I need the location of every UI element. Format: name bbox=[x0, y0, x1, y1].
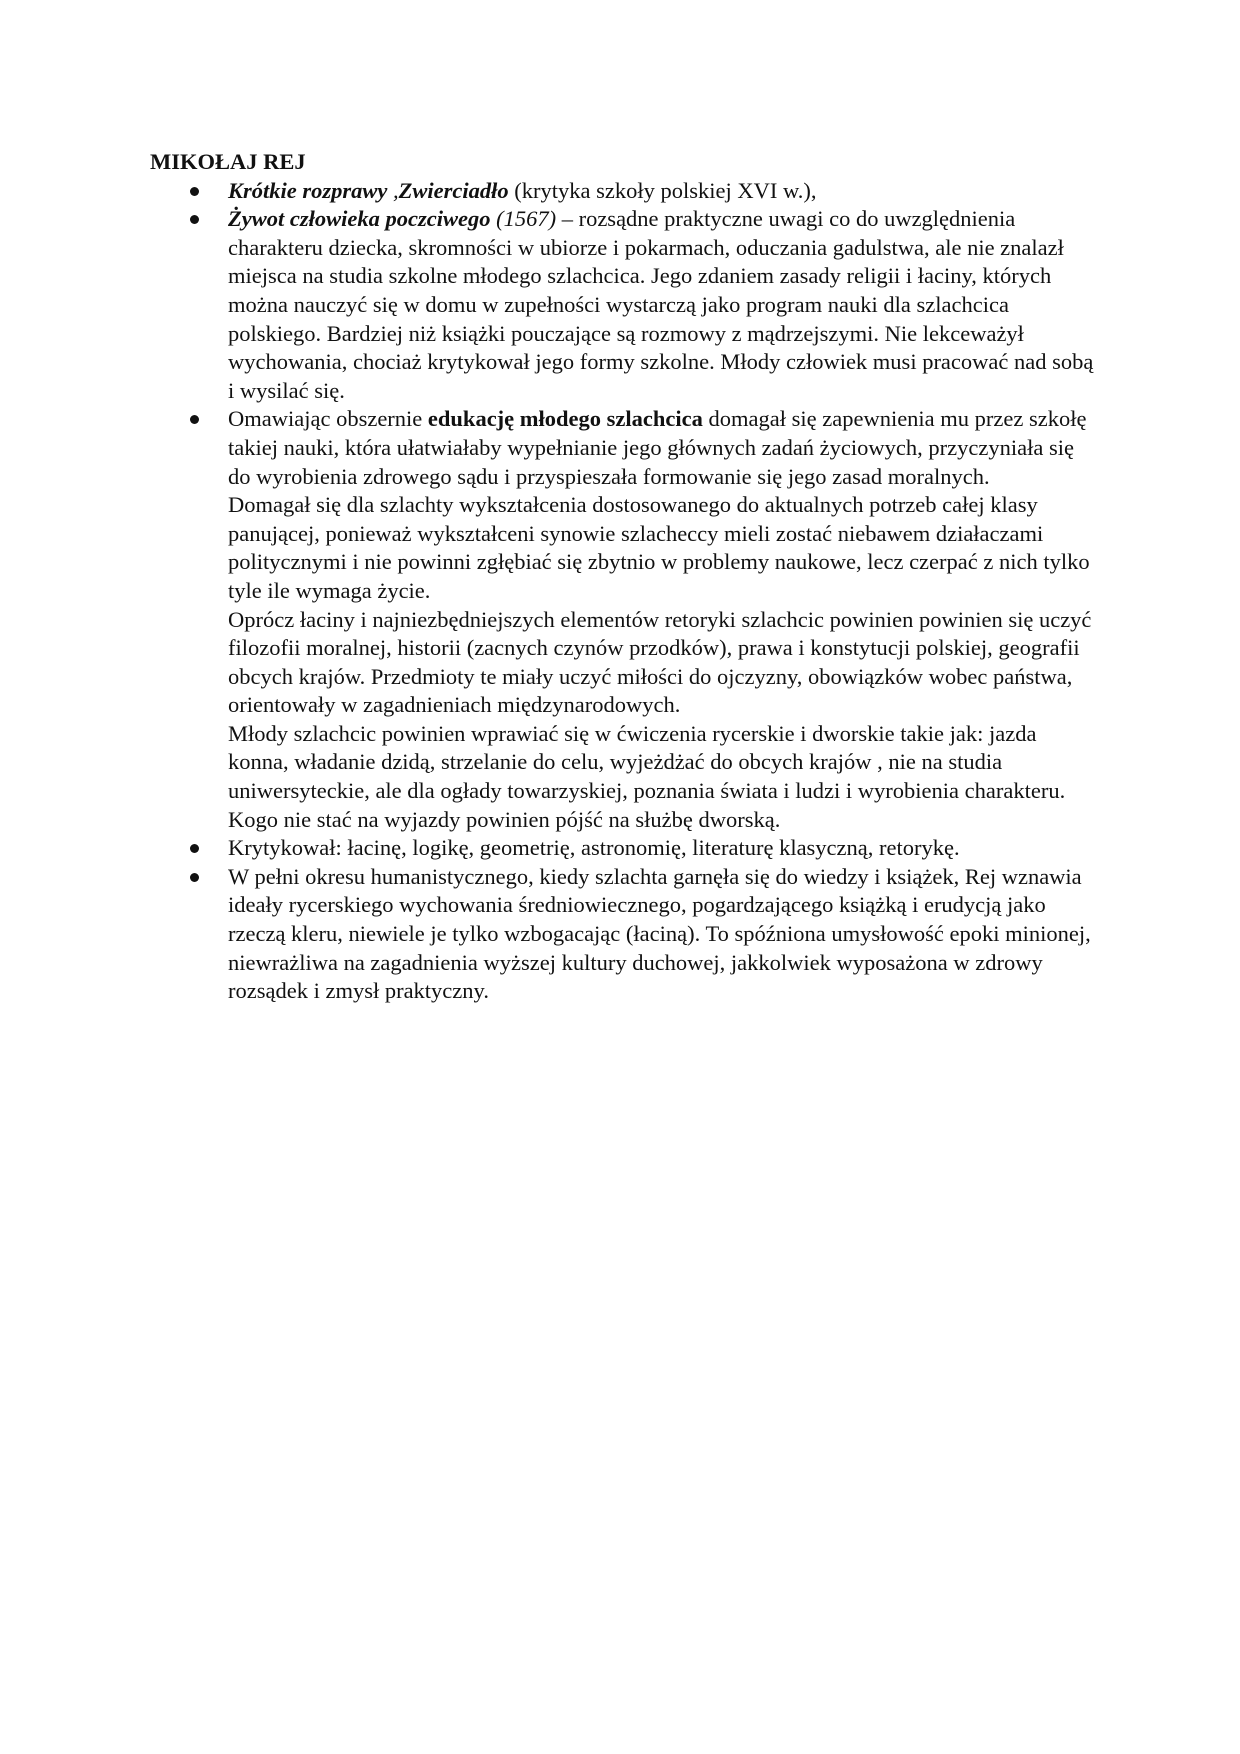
paragraph bbox=[228, 720, 1095, 834]
text-run: , bbox=[387, 177, 399, 203]
text-run: Zwierciadło bbox=[398, 177, 509, 203]
text-run: Omawiając obszernie bbox=[228, 406, 428, 432]
text-run: (1567) bbox=[490, 206, 557, 232]
text-run: (krytyka szkoły polskiej XVI w.), bbox=[508, 177, 817, 203]
paragraph bbox=[228, 491, 1095, 605]
text-run: Domagał się dla szlachty wykształcenia dostosowanego do aktualnych potrzeb całej klasy panującej, ponieważ wykształceni synowie szlacheccy mieli zostać niebawem działaczami politycznymi i nie powinni zgłębiać się zbytnio w problemy naukowe, lecz czerpać z nich tylko tyle ile wymaga życie. bbox=[228, 492, 1090, 603]
text-run: Krótkie rozprawy bbox=[228, 177, 388, 203]
bullet-icon bbox=[190, 187, 199, 196]
list-item bbox=[150, 834, 1095, 863]
bullet-icon bbox=[190, 873, 199, 882]
bullet-icon bbox=[190, 215, 199, 224]
list-item bbox=[150, 863, 1095, 1006]
bullet-icon bbox=[190, 844, 199, 853]
text-run: edukację młodego szlachcica bbox=[427, 406, 703, 432]
text-run: Krytykował: łacinę, logikę, geometrię, astronomię, literaturę klasyczną, retorykę. bbox=[228, 835, 960, 861]
text-run: Młody szlachcic powinien wprawiać się w ćwiczenia rycerskie i dworskie takie jak: jazda konna, władanie dzidą, strzelanie do celu, wyjeżdżać do obcych krajów , nie na studia uniwersyteckie, ale dla ogłady towarzyskiej, poznania świata i ludzi i wyrobienia charakteru. Kogo nie stać na wyjazdy powinien pójść na służbę dworską. bbox=[228, 720, 1066, 832]
paragraph bbox=[228, 405, 1095, 491]
text-run: W pełni okresu humanistycznego, kiedy szlachta garnęła się do wiedzy i książek, Rej wznawia ideały rycerskiego wychowania średniowiecznego, pogardzającego książką i erudycją jako rzeczą kleru, niewiele je tylko wzbogacając (łaciną). To spóźniona umysłowość epoki minionej, niewrażliwa na zagadnienia wyższej kultury duchowej, jakkolwiek wyposażona w zdrowy rozsądek i zmysł praktyczny. bbox=[228, 863, 1091, 1004]
paragraph bbox=[228, 834, 1095, 863]
list-item bbox=[150, 405, 1095, 834]
text-run: domagał się zapewnienia mu przez szkołę takiej nauki, która ułatwiałaby wypełnianie jego głównych zadań życiowych, przyczyniała się do wyrobienia zdrowego sądu i przyspieszała formowanie się jego zasad moralnych. bbox=[228, 406, 1087, 489]
bullet-icon bbox=[190, 415, 199, 424]
paragraph bbox=[228, 205, 1095, 405]
document-title: MIKOŁAJ REJ bbox=[150, 149, 306, 174]
text-run: Oprócz łaciny i najniezbędniejszych elementów retoryki szlachcic powinien powinien się uczyć filozofii moralnej, historii (zacnych czynów przodków), prawa i konstytucji polskiej, geografii obcych krajów. Przedmioty te miały uczyć miłości do ojczyzny, obowiązków wobec państwa, orientowały w zagadnieniach międzynarodowych. bbox=[228, 606, 1092, 718]
paragraph bbox=[228, 863, 1095, 1006]
list-item bbox=[150, 205, 1095, 405]
bullet-list bbox=[150, 177, 1095, 1006]
paragraph bbox=[228, 177, 1095, 206]
text-run: Żywot człowieka poczciwego bbox=[228, 206, 491, 232]
list-item bbox=[150, 177, 1095, 206]
paragraph bbox=[228, 606, 1095, 720]
document-page bbox=[150, 148, 1095, 1006]
text-run: – rozsądne praktyczne uwagi co do uwzględnienia charakteru dziecka, skromności w ubiorze i pokarmach, oduczania gadulstwa, ale nie znalazł miejsca na studia szkolne młodego szlachcica. Jego zdaniem zasady religii i łaciny, których można nauczyć się w domu w zupełności wystarczą jako program nauki dla szlachcica polskiego. Bardziej niż książki pouczające są rozmowy z mądrzejszymi. Nie lekceważył wychowania, chociaż krytykował jego formy szkolne. Młody człowiek musi pracować nad sobą i wysilać się. bbox=[228, 206, 1094, 403]
